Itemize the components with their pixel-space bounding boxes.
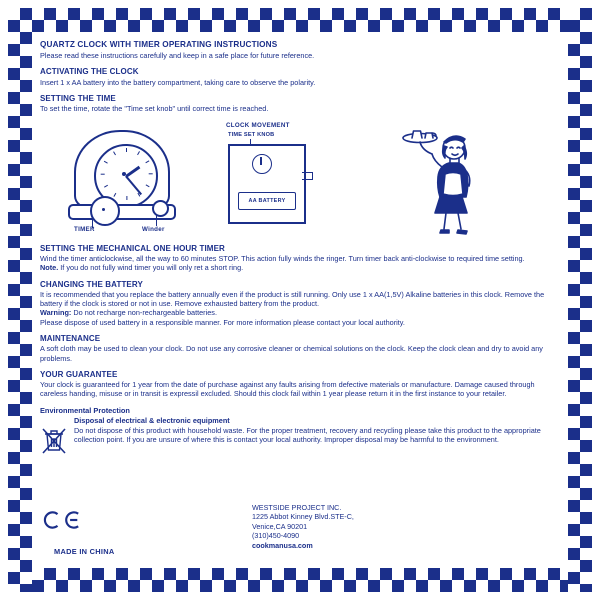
timer-label: TIMER	[74, 225, 95, 233]
section-heading: SETTING THE TIME	[40, 93, 116, 103]
timer-dial	[90, 196, 120, 226]
warning-text: Do not recharge non-rechargeable batteries.	[73, 308, 217, 318]
battery-body: It is recommended that you replace the battery annually even if the product is still running. Only use 1 x AA(1,5V) Alkaline batteries in this clock. Remove the battery if the clock is stored or not in use. Remove exhausted battery from the product.	[40, 290, 545, 309]
section-heading: ACTIVATING THE CLOCK	[40, 67, 139, 77]
border-checker-top	[8, 8, 592, 32]
clock-hour-hand	[126, 165, 141, 176]
timer-note	[40, 263, 560, 272]
section-guarantee	[40, 370, 560, 399]
company-name: WESTSIDE PROJECT INC.	[252, 502, 342, 512]
timer-instructions: Wind the timer anticlockwise, all the way to 60 minutes STOP. This action fully winds the ringer. Turn timer back anti-clockwise to required time setting.	[40, 254, 525, 264]
battery-warning	[40, 308, 560, 317]
illustration-row	[40, 122, 560, 240]
weee-icon-wrap	[40, 416, 68, 461]
document-content	[40, 40, 560, 560]
section-body: To set the time, rotate the "Time set knob" until correct time is reached.	[40, 104, 269, 114]
winder-label: Winder	[142, 225, 165, 233]
winder-knob	[152, 200, 169, 217]
page-title: QUARTZ CLOCK WITH TIMER OPERATING INSTRUCTIONS	[40, 40, 278, 49]
border-checker-left	[8, 8, 32, 592]
maintenance-body: A soft cloth may be used to clean your clock. Do not use any corrosive cleaner or chemical solutions on the clock. Keep the clock clean and dry to avoid any problems.	[40, 344, 543, 363]
intro-text: Please read these instructions carefully and keep in a safe place for future reference.	[40, 51, 315, 60]
title-block	[40, 40, 560, 60]
note-text: If you do not fully wind timer you will only ret a short ring.	[60, 263, 244, 273]
section-heading: YOUR GUARANTEE	[40, 369, 118, 379]
movement-housing	[228, 144, 306, 224]
section-maintenance	[40, 334, 560, 363]
clock-minute-hand	[126, 175, 143, 195]
footer	[40, 500, 560, 560]
border-checker-bottom	[8, 568, 592, 592]
clock-case	[74, 130, 170, 210]
note-label: Note.	[40, 263, 59, 273]
section-setting-time	[40, 94, 560, 114]
battery-disposal: Please dispose of used battery in a responsible manner. For more information please contact your local authority.	[40, 317, 405, 327]
movement-title: CLOCK MOVEMENT	[226, 121, 290, 129]
ce-mark-icon	[42, 511, 82, 529]
guarantee-body: Your clock is guaranteed for 1 year from the date of purchase against any faults arising from defective materials or manufacture. Damage caused through careless handing, misuse or in transit is expressil excluded. Should this clock fail within 1 year please return it in the first instance to your retailer.	[40, 380, 535, 399]
section-activating-clock	[40, 67, 560, 87]
made-in-label: MADE IN CHINA	[54, 547, 115, 556]
section-heading: CHANGING THE BATTERY	[40, 279, 143, 289]
company-address	[252, 503, 354, 550]
clock-illustration	[68, 126, 178, 238]
environmental-title: Environmental Protection	[40, 405, 130, 415]
border-checker-right	[568, 8, 592, 592]
time-set-knob	[252, 154, 272, 174]
section-heading: MAINTENANCE	[40, 333, 101, 343]
ce-mark-wrap	[42, 511, 82, 534]
address-line-2: Venice,CA 90201	[252, 521, 308, 531]
section-mechanical-timer	[40, 244, 560, 273]
section-environmental	[40, 406, 560, 461]
environmental-heading: Disposal of electrical & electronic equipment	[74, 415, 230, 425]
waitress-illustration	[392, 122, 502, 240]
warning-label: Warning:	[40, 308, 72, 318]
section-heading: SETTING THE MECHANICAL ONE HOUR TIMER	[40, 243, 225, 253]
website-url[interactable]: cookmanusa.com	[252, 540, 313, 550]
winder-leader-line	[156, 214, 157, 226]
section-body: Insert 1 x AA battery into the battery compartment, taking care to observe the polarity.	[40, 77, 316, 87]
time-set-knob-label: TIME SET KNOB	[228, 131, 275, 138]
battery-compartment: AA BATTERY	[238, 192, 296, 210]
movement-stem	[302, 172, 313, 180]
section-changing-battery	[40, 280, 560, 327]
crossed-out-wheelie-bin-icon	[40, 424, 68, 456]
phone-number: (310)450-4090	[252, 531, 300, 541]
environmental-body: Do not dispose of this product with household waste. For the proper treatment, recovery and recycling please take this product to the appropriate collection point. If you are unsure of where this is contact your local authority. Improper disposal may be harmful to the environment.	[74, 425, 541, 444]
clock-movement-illustration	[220, 122, 335, 234]
address-line-1: 1225 Abbot Kinney Blvd.STE-C,	[252, 512, 354, 522]
